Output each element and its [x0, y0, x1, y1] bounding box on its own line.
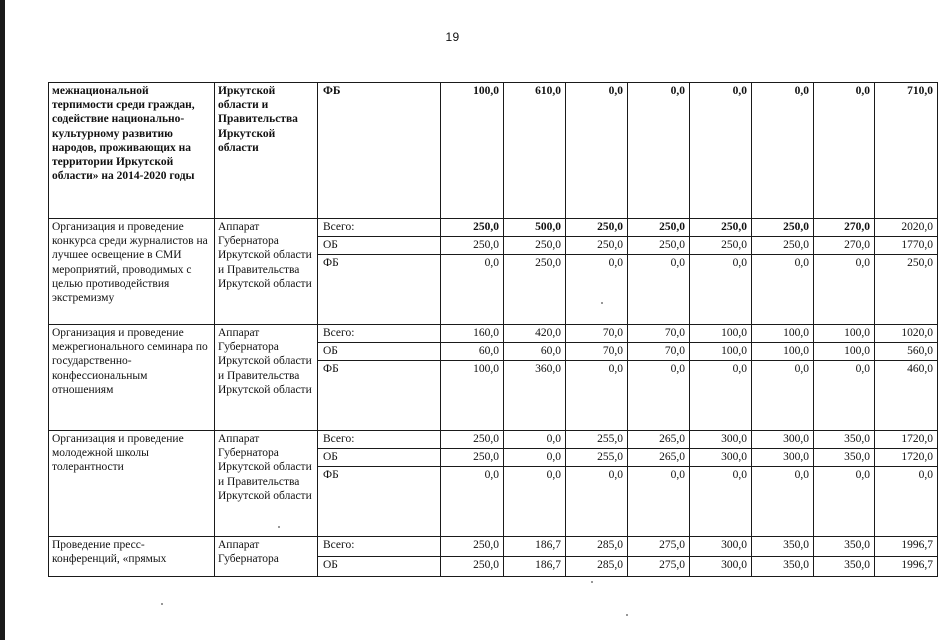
- funding-source-cell: ОБ: [318, 343, 441, 361]
- year-value-cell: 350,0: [752, 557, 814, 577]
- year-value-cell: 250,0: [441, 219, 504, 237]
- scan-speck: [278, 526, 280, 528]
- year-value-cell: 0,0: [628, 361, 690, 431]
- year-value-cell: 300,0: [690, 557, 752, 577]
- year-value-cell: 350,0: [814, 537, 875, 557]
- table-row: [49, 83, 938, 219]
- activity-name-cell: Организация и проведение межрегионального семинара по государственно-конфессиональным отношениям: [49, 325, 215, 431]
- year-value-cell: 0,0: [814, 361, 875, 431]
- table-row: [49, 431, 938, 449]
- year-value-cell: 285,0: [566, 557, 628, 577]
- year-value-cell: 160,0: [441, 325, 504, 343]
- year-value-cell: 250,0: [441, 449, 504, 467]
- year-value-cell: 255,0: [566, 431, 628, 449]
- activity-name-cell: Проведение пресс-конференций, «прямых: [49, 537, 215, 577]
- total-value-cell: 1996,7: [875, 557, 938, 577]
- year-value-cell: 70,0: [566, 325, 628, 343]
- year-value-cell: 100,0: [752, 325, 814, 343]
- total-value-cell: 560,0: [875, 343, 938, 361]
- year-value-cell: 250,0: [690, 237, 752, 255]
- year-value-cell: 100,0: [441, 83, 504, 219]
- year-value-cell: 300,0: [752, 431, 814, 449]
- year-value-cell: 250,0: [441, 237, 504, 255]
- year-value-cell: 0,0: [628, 467, 690, 537]
- funding-source-cell: Всего:: [318, 219, 441, 237]
- year-value-cell: 0,0: [504, 431, 566, 449]
- year-value-cell: 350,0: [752, 537, 814, 557]
- year-value-cell: 500,0: [504, 219, 566, 237]
- scan-speck: [161, 603, 163, 605]
- executor-cell: Аппарат Губернатора Иркутской области и Правительства Иркутской области: [215, 325, 318, 431]
- total-value-cell: 2020,0: [875, 219, 938, 237]
- year-value-cell: 360,0: [504, 361, 566, 431]
- funding-source-cell: ОБ: [318, 449, 441, 467]
- year-value-cell: 250,0: [752, 237, 814, 255]
- year-value-cell: 285,0: [566, 537, 628, 557]
- year-value-cell: 0,0: [752, 467, 814, 537]
- year-value-cell: 270,0: [814, 237, 875, 255]
- year-value-cell: 0,0: [814, 467, 875, 537]
- total-value-cell: 1720,0: [875, 449, 938, 467]
- executor-cell: Аппарат Губернатора Иркутской области и Правительства Иркутской области: [215, 219, 318, 325]
- funding-source-cell: ОБ: [318, 237, 441, 255]
- year-value-cell: 250,0: [566, 219, 628, 237]
- scan-speck: [626, 614, 628, 616]
- year-value-cell: 300,0: [690, 537, 752, 557]
- year-value-cell: 0,0: [566, 467, 628, 537]
- scan-speck: [601, 302, 603, 304]
- year-value-cell: 250,0: [752, 219, 814, 237]
- year-value-cell: 0,0: [814, 255, 875, 325]
- year-value-cell: 250,0: [628, 219, 690, 237]
- year-value-cell: 0,0: [504, 467, 566, 537]
- funding-source-cell: ФБ: [318, 255, 441, 325]
- executor-cell: Аппарат Губернатора Иркутской области и Правительства Иркутской области: [215, 431, 318, 537]
- year-value-cell: 300,0: [690, 431, 752, 449]
- year-value-cell: 100,0: [752, 343, 814, 361]
- activity-name-cell: межнациональной терпимости среди граждан, содействие национально-культурному развитию народов, проживающих на территории Иркутской области» на 2014-2020 годы: [49, 83, 215, 219]
- year-value-cell: 270,0: [814, 219, 875, 237]
- total-value-cell: 1720,0: [875, 431, 938, 449]
- year-value-cell: 70,0: [566, 343, 628, 361]
- total-value-cell: 710,0: [875, 83, 938, 219]
- funding-source-cell: ОБ: [318, 557, 441, 577]
- year-value-cell: 275,0: [628, 537, 690, 557]
- year-value-cell: 0,0: [566, 255, 628, 325]
- total-value-cell: 1996,7: [875, 537, 938, 557]
- funding-source-cell: Всего:: [318, 325, 441, 343]
- year-value-cell: 265,0: [628, 449, 690, 467]
- year-value-cell: 350,0: [814, 557, 875, 577]
- year-value-cell: 0,0: [814, 83, 875, 219]
- funding-source-cell: ФБ: [318, 467, 441, 537]
- year-value-cell: 0,0: [752, 361, 814, 431]
- table-row: [49, 537, 938, 557]
- table-row: [49, 325, 938, 343]
- year-value-cell: 250,0: [504, 237, 566, 255]
- year-value-cell: 610,0: [504, 83, 566, 219]
- year-value-cell: 250,0: [504, 255, 566, 325]
- year-value-cell: 0,0: [441, 255, 504, 325]
- year-value-cell: 0,0: [690, 255, 752, 325]
- total-value-cell: 0,0: [875, 467, 938, 537]
- year-value-cell: 265,0: [628, 431, 690, 449]
- scan-edge: [0, 0, 5, 640]
- executor-cell: Иркутской области и Правительства Иркутской области: [215, 83, 318, 219]
- year-value-cell: 186,7: [504, 537, 566, 557]
- year-value-cell: 250,0: [690, 219, 752, 237]
- year-value-cell: 0,0: [752, 83, 814, 219]
- year-value-cell: 60,0: [441, 343, 504, 361]
- year-value-cell: 300,0: [752, 449, 814, 467]
- year-value-cell: 250,0: [441, 431, 504, 449]
- year-value-cell: 350,0: [814, 449, 875, 467]
- year-value-cell: 0,0: [566, 83, 628, 219]
- year-value-cell: 0,0: [690, 361, 752, 431]
- total-value-cell: 460,0: [875, 361, 938, 431]
- year-value-cell: 0,0: [566, 361, 628, 431]
- funding-source-cell: ФБ: [318, 361, 441, 431]
- page-number: 19: [445, 30, 460, 44]
- table-row: [49, 219, 938, 237]
- funding-source-cell: Всего:: [318, 537, 441, 557]
- total-value-cell: 250,0: [875, 255, 938, 325]
- year-value-cell: 0,0: [441, 467, 504, 537]
- year-value-cell: 250,0: [628, 237, 690, 255]
- table-body: [49, 83, 938, 577]
- year-value-cell: 275,0: [628, 557, 690, 577]
- year-value-cell: 0,0: [690, 467, 752, 537]
- year-value-cell: 300,0: [690, 449, 752, 467]
- year-value-cell: 420,0: [504, 325, 566, 343]
- year-value-cell: 70,0: [628, 343, 690, 361]
- activity-name-cell: Организация и проведение конкурса среди журналистов на лучшее освещение в СМИ мероприятий, проводимых с целью противодействия экстремизму: [49, 219, 215, 325]
- funding-source-cell: Всего:: [318, 431, 441, 449]
- year-value-cell: 100,0: [690, 343, 752, 361]
- year-value-cell: 100,0: [690, 325, 752, 343]
- year-value-cell: 100,0: [814, 343, 875, 361]
- year-value-cell: 70,0: [628, 325, 690, 343]
- year-value-cell: 255,0: [566, 449, 628, 467]
- activity-name-cell: Организация и проведение молодежной школы толерантности: [49, 431, 215, 537]
- total-value-cell: 1770,0: [875, 237, 938, 255]
- year-value-cell: 186,7: [504, 557, 566, 577]
- year-value-cell: 0,0: [504, 449, 566, 467]
- year-value-cell: 0,0: [690, 83, 752, 219]
- executor-cell: Аппарат Губернатора: [215, 537, 318, 577]
- year-value-cell: 250,0: [566, 237, 628, 255]
- budget-table: [48, 82, 938, 577]
- year-value-cell: 100,0: [441, 361, 504, 431]
- year-value-cell: 0,0: [628, 83, 690, 219]
- scan-speck: [591, 581, 593, 583]
- year-value-cell: 350,0: [814, 431, 875, 449]
- year-value-cell: 250,0: [441, 537, 504, 557]
- funding-source-cell: ФБ: [318, 83, 441, 219]
- year-value-cell: 250,0: [441, 557, 504, 577]
- year-value-cell: 60,0: [504, 343, 566, 361]
- year-value-cell: 0,0: [628, 255, 690, 325]
- year-value-cell: 0,0: [752, 255, 814, 325]
- total-value-cell: 1020,0: [875, 325, 938, 343]
- year-value-cell: 100,0: [814, 325, 875, 343]
